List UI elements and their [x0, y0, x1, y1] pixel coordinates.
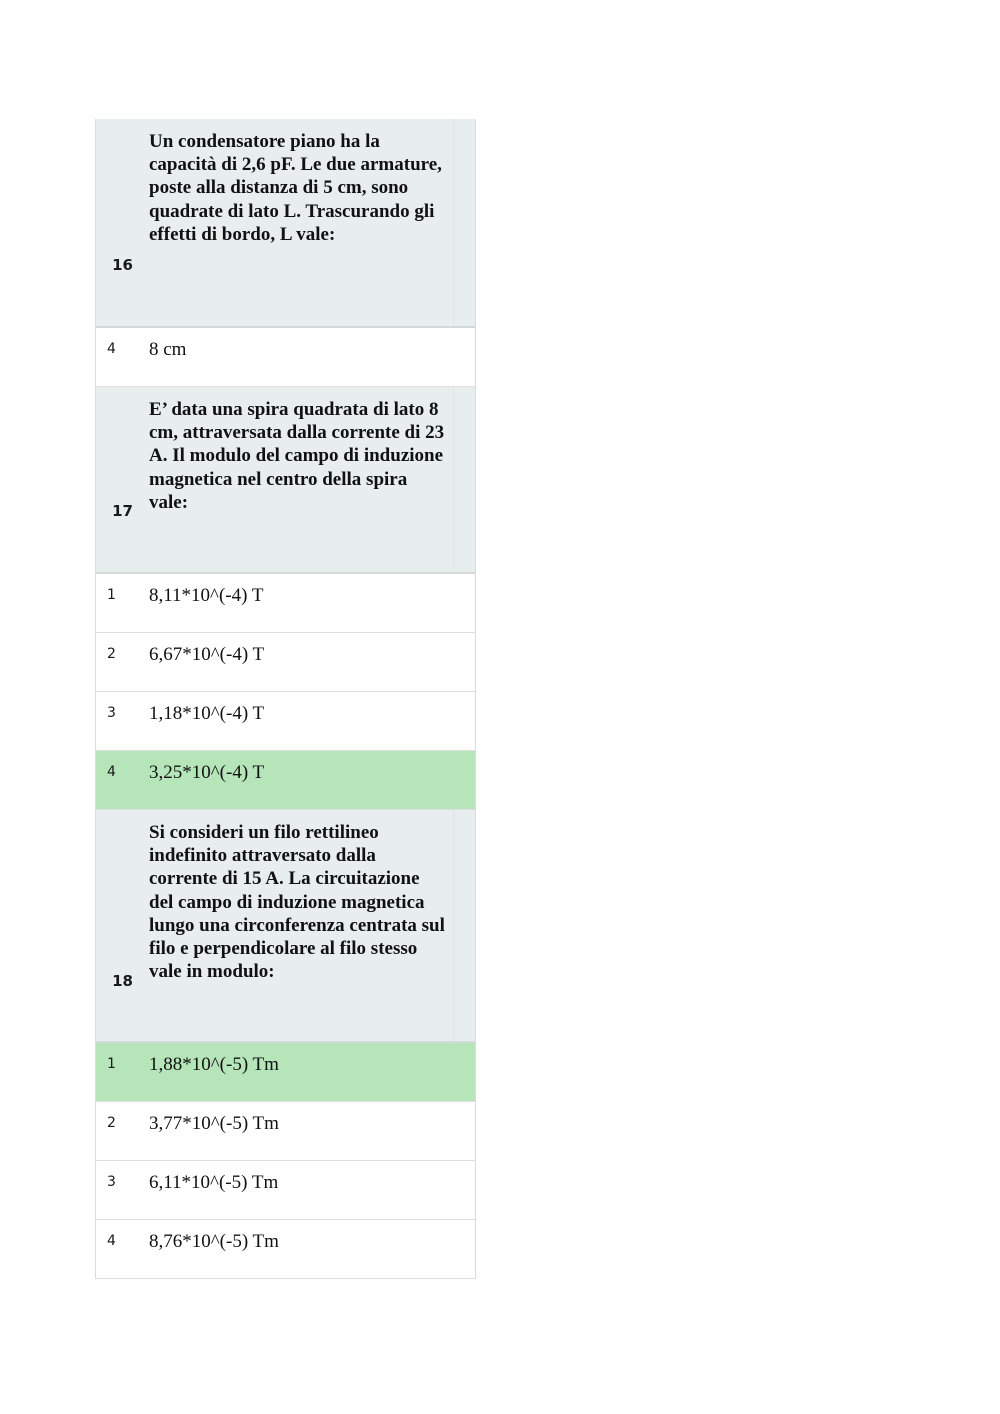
answer-row — [96, 1220, 475, 1279]
answer-row — [96, 574, 475, 633]
answer-number: 4 — [107, 341, 116, 357]
answer-number: 1 — [107, 587, 116, 603]
answer-text: 6,11*10^(-5) Tm — [149, 1172, 279, 1193]
answer-text: 1,18*10^(-4) T — [149, 703, 265, 724]
answer-text: 6,67*10^(-4) T — [149, 644, 265, 665]
answer-text: 3,25*10^(-4) T — [149, 762, 265, 783]
answer-number: 2 — [107, 1115, 116, 1131]
question-row-17 — [96, 387, 475, 574]
question-row-18 — [96, 810, 475, 1043]
answer-row — [96, 1161, 475, 1220]
correct-answer-row — [96, 1043, 475, 1102]
answer-number: 4 — [107, 764, 116, 780]
answer-number: 2 — [107, 646, 116, 662]
answer-number: 3 — [107, 1174, 116, 1190]
correct-answer-row — [96, 751, 475, 810]
question-number: 17 — [112, 502, 133, 520]
answer-text: 3,77*10^(-5) Tm — [149, 1113, 279, 1134]
answer-number: 4 — [107, 1233, 116, 1249]
answer-number: 3 — [107, 705, 116, 721]
question-number: 16 — [112, 256, 133, 274]
quiz-table — [95, 119, 476, 1279]
question-row-16 — [96, 119, 475, 328]
question-text: Un condensatore piano ha la capacità di 2,6 pF. Le due armature, poste alla distanza di 5 cm, sono quadrate di lato L. Trascurando gli effetti di bordo, L vale: — [149, 131, 442, 245]
answer-number: 1 — [107, 1056, 116, 1072]
answer-text: 8,76*10^(-5) Tm — [149, 1231, 279, 1252]
answer-row — [96, 692, 475, 751]
question-text: Si consideri un filo rettilineo indefinito attraversato dalla corrente di 15 A. La circuitazione del campo di induzione magnetica lungo una circonferenza centrata sul filo e perpendicolare al filo stesso vale in modulo: — [149, 822, 445, 983]
answer-text: 8,11*10^(-4) T — [149, 585, 264, 606]
answer-row — [96, 328, 475, 387]
answer-text: 8 cm — [149, 339, 187, 360]
answer-text: 1,88*10^(-5) Tm — [149, 1054, 279, 1075]
question-text: E’ data una spira quadrata di lato 8 cm, attraversata dalla corrente di 23 A. Il modulo del campo di induzione magnetica nel centro della spira vale: — [149, 399, 445, 513]
answer-row — [96, 1102, 475, 1161]
question-number: 18 — [112, 972, 133, 990]
answer-row — [96, 633, 475, 692]
